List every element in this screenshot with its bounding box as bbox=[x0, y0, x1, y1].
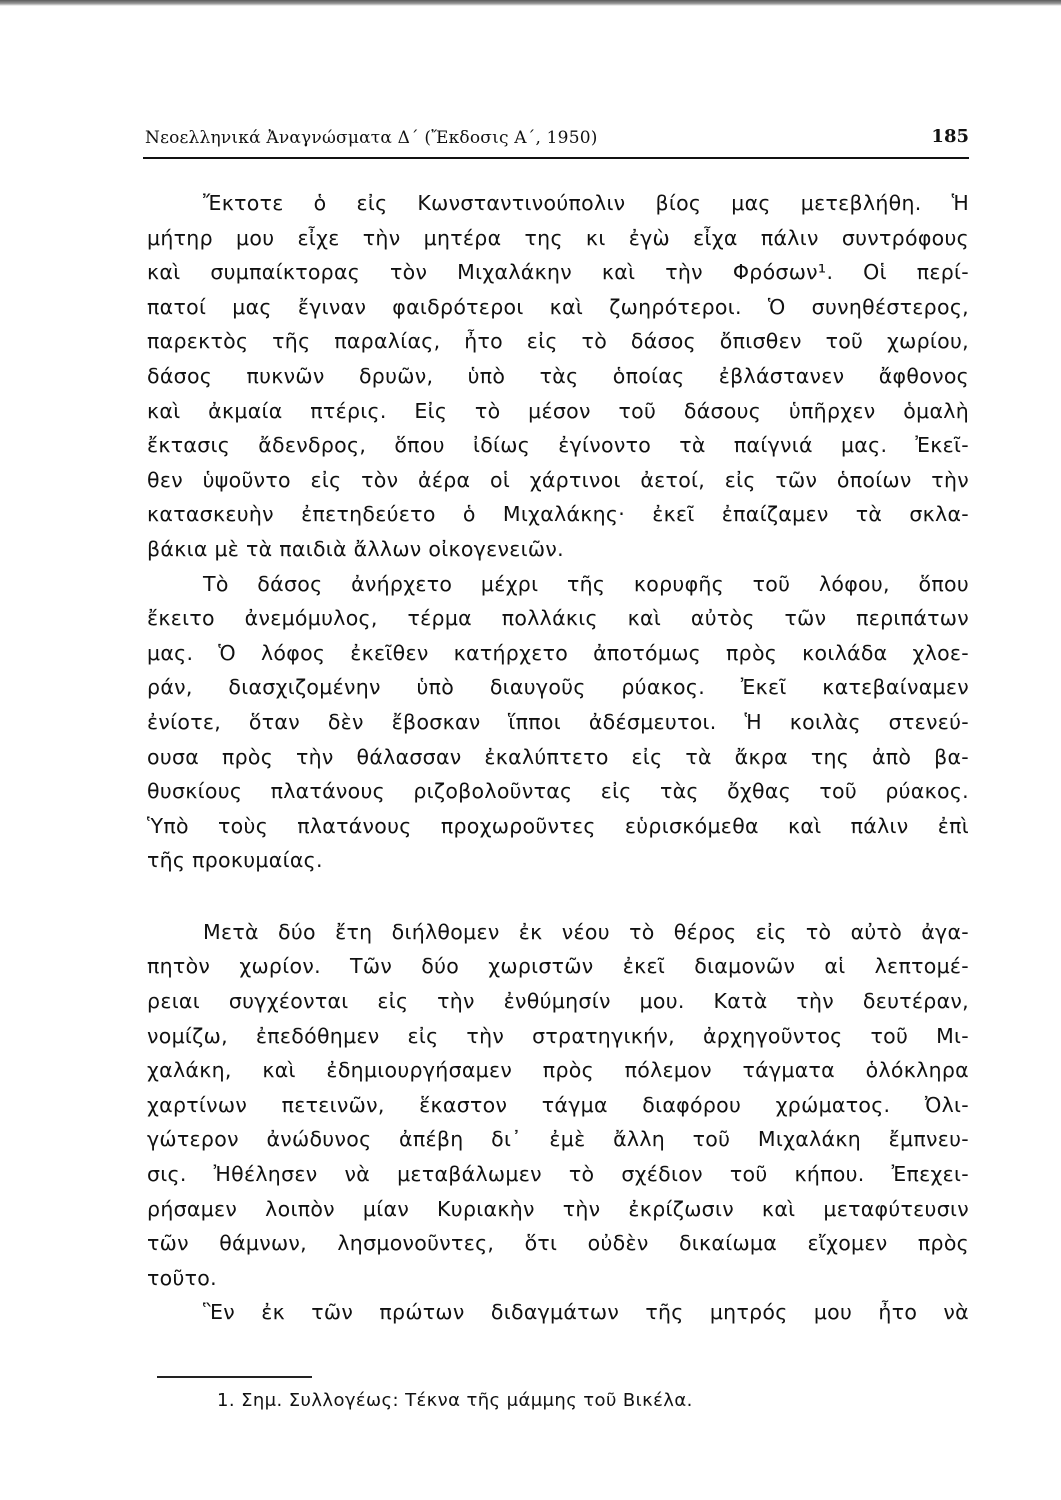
page-number: 185 bbox=[931, 126, 969, 147]
text-line: ουσα πρὸς τὴν θάλασσαν ἐκαλύπτετο εἰς τὰ ἄκρα της ἀπὸ βα- bbox=[147, 744, 969, 769]
paragraph-4 bbox=[147, 1295, 969, 1330]
text-line: τῶν θάμνων, λησμονοῦντες, ὅτι οὐδὲν δικαίωμα εἴχομεν πρὸς bbox=[147, 1231, 969, 1256]
footnote: 1. Σημ. Συλλογέως: Τέκνα τῆς μάμμης τοῦ Βικέλα. bbox=[217, 1390, 693, 1411]
text-line: Ἔκτοτε ὁ εἰς Κωνσταντινούπολιν βίος μας μετεβλήθη. Ἡ bbox=[203, 191, 969, 215]
text-line: θυσκίους πλατάνους ριζοβολοῦντας εἰς τὰς ὄχθας τοῦ ρύακος. bbox=[147, 779, 969, 804]
footnote-rule bbox=[157, 1376, 312, 1378]
header-rule bbox=[143, 157, 969, 159]
book-title: Νεοελληνικά Ἀναγνώσματα Δ΄ (Ἔκδοσις Α΄, 1950) bbox=[145, 128, 598, 148]
text-line: θεν ὑψοῦντο εἰς τὸν ἀέρα οἱ χάρτινοι ἀετοί, εἰς τῶν ὁποίων τὴν bbox=[147, 467, 969, 492]
text-line: δάσος πυκνῶν δρυῶν, ὑπὸ τὰς ὁποίας ἐβλάστανεν ἄφθονος bbox=[147, 363, 969, 388]
text-line: κατασκευὴν ἐπετηδεύετο ὁ Μιχαλάκης· ἐκεῖ ἐπαίζαμεν τὰ σκλα- bbox=[147, 502, 969, 527]
text-line: ἔκειτο ἀνεμόμυλος, τέρμα πολλάκις καὶ αὐτὸς τῶν περιπάτων bbox=[147, 606, 969, 631]
text-line: χαλάκη, καὶ ἐδημιουργήσαμεν πρὸς πόλεμον τάγματα ὁλόκληρα bbox=[147, 1058, 969, 1083]
scan-edge bbox=[0, 0, 1061, 6]
text-line: μας. Ὁ λόφος ἐκεῖθεν κατήρχετο ἀποτόμως πρὸς κοιλάδα χλοε- bbox=[147, 640, 969, 665]
text-line: βάκια μὲ τὰ παιδιὰ ἄλλων οἰκογενειῶν. bbox=[147, 536, 564, 561]
running-header bbox=[143, 124, 969, 158]
text-line: ρειαι συγχέονται εἰς τὴν ἐνθύμησίν μου. Κατὰ τὴν δευτέραν, bbox=[147, 989, 969, 1014]
text-line: Μετὰ δύο ἔτη διήλθομεν ἐκ νέου τὸ θέρος εἰς τὸ αὐτὸ ἀγα- bbox=[203, 919, 969, 944]
text-line: σις. Ἠθέλησεν νὰ μεταβάλωμεν τὸ σχέδιον τοῦ κήπου. Ἐπεχει- bbox=[147, 1162, 969, 1187]
text-line: τῆς προκυμαίας. bbox=[147, 848, 323, 873]
text-line: καὶ ἀκμαία πτέρις. Εἰς τὸ μέσον τοῦ δάσους ὑπῆρχεν ὁμαλὴ bbox=[147, 398, 969, 423]
text-line: Ὑπὸ τοὺς πλατάνους προχωροῦντες εὑρισκόμεθα καὶ πάλιν ἐπὶ bbox=[147, 813, 969, 838]
text-line: μήτηρ μου εἶχε τὴν μητέρα της κι ἐγὼ εἶχα πάλιν συντρόφους bbox=[147, 225, 969, 250]
body-text bbox=[147, 186, 969, 1330]
text-line: νομίζω, ἐπεδόθημεν εἰς τὴν στρατηγικήν, ἀρχηγοῦντος τοῦ Μι- bbox=[147, 1023, 969, 1048]
text-line: καὶ συμπαίκτορας τὸν Μιχαλάκην καὶ τὴν Φρόσων¹. Οἱ περί- bbox=[147, 260, 969, 285]
text-line: πατοί μας ἔγιναν φαιδρότεροι καὶ ζωηρότεροι. Ὁ συνηθέστερος, bbox=[147, 294, 969, 319]
text-line: ἐνίοτε, ὅταν δὲν ἔβοσκαν ἵπποι ἀδέσμευτοι. Ἡ κοιλὰς στενεύ- bbox=[147, 709, 969, 734]
paragraph-2 bbox=[147, 567, 969, 878]
text-line: Τὸ δάσος ἀνήρχετο μέχρι τῆς κορυφῆς τοῦ λόφου, ὅπου bbox=[203, 571, 969, 596]
text-line: ἔκτασις ἄδενδρος, ὅπου ἰδίως ἐγίνοντο τὰ παίγνιά μας. Ἐκεῖ- bbox=[147, 433, 969, 458]
text-line: τοῦτο. bbox=[147, 1265, 217, 1290]
text-line: Ἓν ἐκ τῶν πρώτων διδαγμάτων τῆς μητρός μου ἦτο νὰ bbox=[203, 1300, 969, 1325]
text-line: παρεκτὸς τῆς παραλίας, ἦτο εἰς τὸ δάσος ὄπισθεν τοῦ χωρίου, bbox=[147, 329, 969, 354]
paragraph-gap bbox=[147, 878, 969, 915]
text-line: ράν, διασχιζομένην ὑπὸ διαυγοῦς ρύακος. Ἐκεῖ κατεβαίναμεν bbox=[147, 675, 969, 700]
text-line: ρήσαμεν λοιπὸν μίαν Κυριακὴν τὴν ἐκρίζωσιν καὶ μεταφύτευσιν bbox=[147, 1196, 969, 1221]
paragraph-1 bbox=[147, 186, 969, 567]
text-line: γώτερον ἀνώδυνος ἀπέβη δι᾽ ἐμὲ ἄλλη τοῦ Μιχαλάκη ἔμπνευ- bbox=[147, 1127, 969, 1152]
text-line: πητὸν χωρίον. Τῶν δύο χωριστῶν ἐκεῖ διαμονῶν αἱ λεπτομέ- bbox=[147, 954, 969, 979]
text-line: χαρτίνων πετεινῶν, ἕκαστον τάγμα διαφόρου χρώματος. Ὀλι- bbox=[147, 1092, 969, 1117]
paragraph-3 bbox=[147, 915, 969, 1296]
